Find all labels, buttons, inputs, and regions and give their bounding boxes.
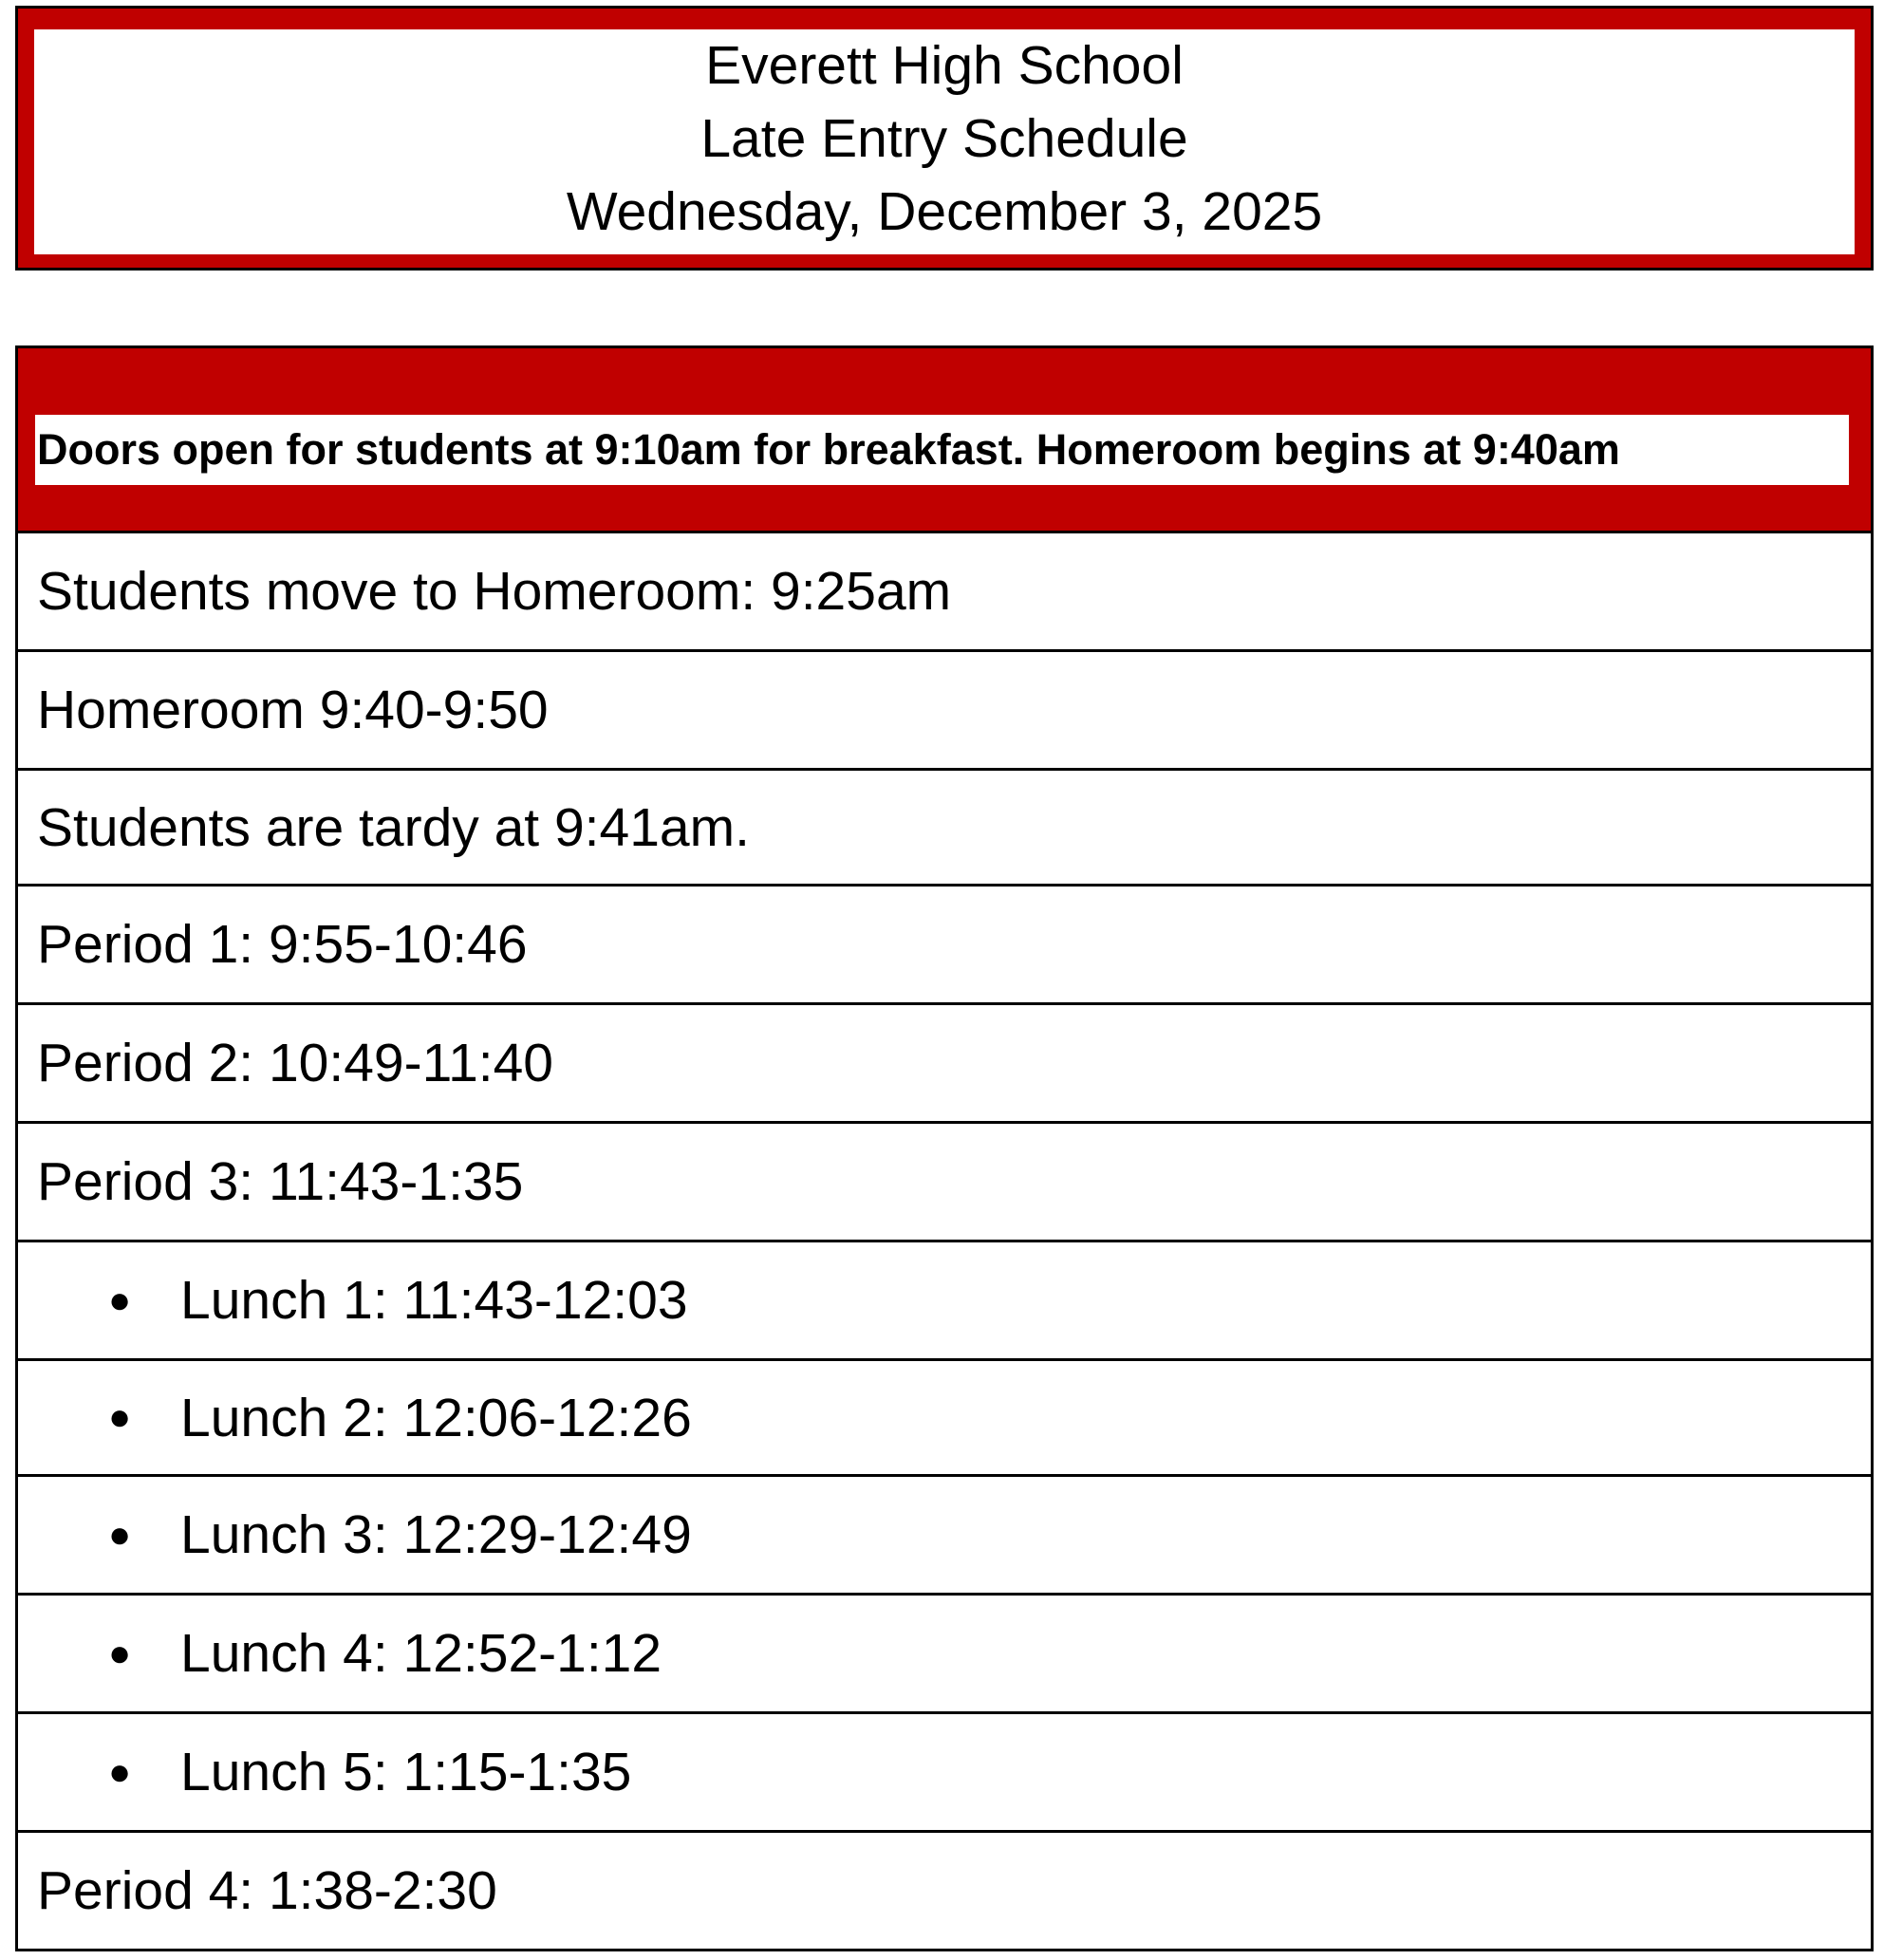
- table-row: [18, 771, 1871, 887]
- table-row: [18, 1005, 1871, 1124]
- table-row: [18, 1361, 1871, 1477]
- table-row: [18, 1596, 1871, 1714]
- row-text: Period 3: 11:43-1:35: [37, 1151, 524, 1212]
- bullet-icon: ●: [108, 1632, 132, 1674]
- table-row: [18, 1124, 1871, 1242]
- table-row: [18, 1242, 1871, 1361]
- doors-open-notice: Doors open for students at 9:10am for breakfast. Homeroom begins at 9:40am: [35, 415, 1849, 485]
- row-text: Lunch 3: 12:29-12:49: [180, 1504, 692, 1565]
- bullet-icon: ●: [108, 1396, 132, 1438]
- schedule-date: Wednesday, December 3, 2025: [566, 181, 1323, 242]
- bullet-icon: ●: [108, 1513, 132, 1556]
- school-name: Everett High School: [705, 35, 1184, 96]
- table-row: [18, 533, 1871, 652]
- schedule-table: [15, 345, 1874, 1951]
- schedule-header: [34, 29, 1855, 254]
- schedule-header-box: [15, 6, 1874, 271]
- row-text: Lunch 1: 11:43-12:03: [180, 1270, 688, 1331]
- row-text: Students are tardy at 9:41am.: [37, 796, 750, 858]
- schedule-type: Late Entry Schedule: [700, 108, 1188, 169]
- table-row: [18, 652, 1871, 771]
- row-text: Lunch 5: 1:15-1:35: [180, 1742, 632, 1802]
- row-text: Lunch 4: 12:52-1:12: [180, 1623, 662, 1684]
- row-text: Lunch 2: 12:06-12:26: [180, 1387, 692, 1448]
- row-text: Homeroom 9:40-9:50: [37, 680, 549, 740]
- bullet-icon: ●: [108, 1750, 132, 1793]
- bullet-icon: ●: [108, 1279, 132, 1321]
- row-text: Students move to Homeroom: 9:25am: [37, 561, 952, 622]
- table-row: [18, 887, 1871, 1005]
- table-row: [18, 1833, 1871, 1951]
- row-text: Period 4: 1:38-2:30: [37, 1860, 497, 1921]
- banner-row: [18, 348, 1871, 533]
- row-text: Period 2: 10:49-11:40: [37, 1033, 554, 1093]
- row-text: Period 1: 9:55-10:46: [37, 914, 528, 975]
- table-row: [18, 1714, 1871, 1833]
- table-row: [18, 1477, 1871, 1596]
